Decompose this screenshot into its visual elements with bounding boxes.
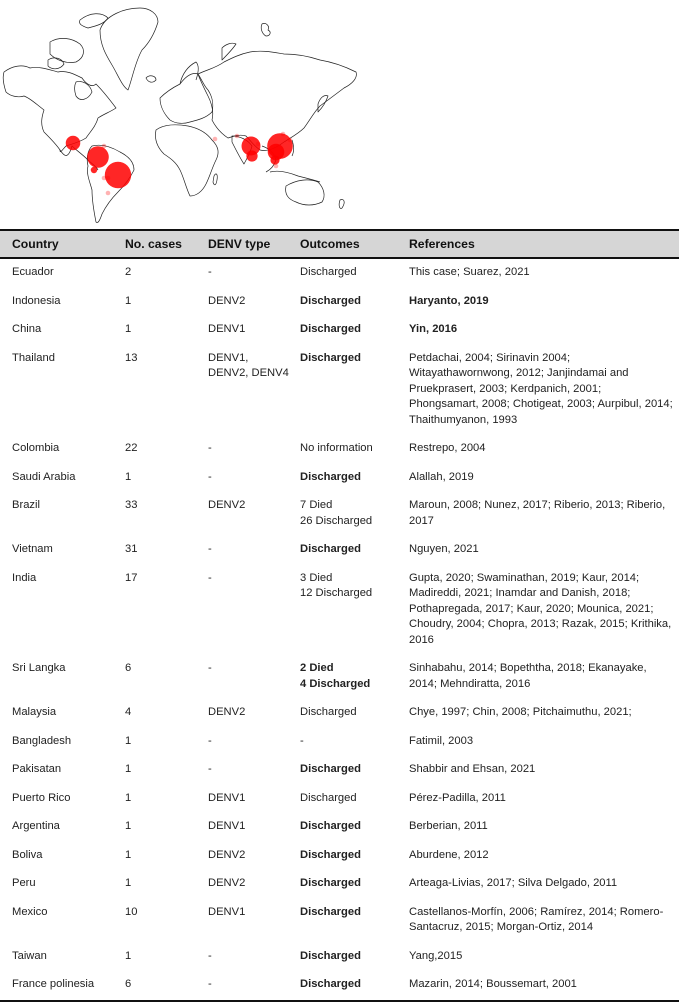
- table-body: [0, 258, 679, 1001]
- outcome-cell: Discharged: [300, 543, 361, 555]
- denv-type-cell: -: [208, 662, 212, 674]
- cases-cell: 6: [125, 971, 208, 1001]
- references-cell: Pérez-Padilla, 2011: [409, 791, 506, 804]
- outcome-cell: Discharged: [300, 351, 361, 364]
- case-marker-peru: [102, 176, 107, 181]
- country-cell: Mexico: [12, 905, 48, 918]
- denv-type-cell: -: [208, 543, 212, 555]
- table-row: [0, 971, 679, 1001]
- cases-cell: 1: [125, 323, 132, 335]
- country-cell: Taiwan: [12, 949, 47, 962]
- table-row: [0, 655, 679, 699]
- case-marker-ecuador: [91, 167, 98, 174]
- country-cell: Ecuador: [12, 266, 54, 278]
- outcome-cell: Discharged: [300, 877, 361, 889]
- case-marker-bangladesh: [256, 142, 261, 147]
- denv-type-cell: DENV1: [208, 905, 246, 918]
- madagascar-outline: [213, 174, 217, 185]
- table-row: [0, 756, 679, 785]
- cases-cell: 1: [125, 763, 132, 775]
- denv-type-cell: DENV1: [208, 820, 246, 832]
- cases-cell: 1: [125, 820, 132, 832]
- denv-type-cell: DENV1, DENV2, DENV4: [208, 351, 289, 379]
- table-row: [0, 728, 679, 757]
- outcome-cell: Discharged: [300, 949, 361, 962]
- outcome-cell: 2 Died 4 Discharged: [300, 662, 371, 690]
- country-cell: Argentina: [12, 820, 60, 832]
- country-cell: Thailand: [12, 351, 55, 364]
- references-cell: Maroun, 2008; Nunez, 2017; Riberio, 2013; Riberio, 2017: [409, 499, 666, 527]
- cases-cell: 17: [125, 571, 138, 584]
- country-cell: Saudi Arabia: [12, 470, 76, 483]
- outcome-cell: Discharged: [300, 791, 357, 804]
- greenland-outline: [100, 8, 158, 90]
- cases-cell: 33: [125, 499, 138, 511]
- case-marker-indonesia: [274, 164, 279, 169]
- case-marker-saudi-arabia: [213, 137, 218, 142]
- references-cell: Mazarin, 2014; Boussemart, 2001: [409, 971, 679, 1001]
- europe-outline: [160, 73, 213, 123]
- denv-type-cell: -: [208, 266, 212, 278]
- table-row: [0, 288, 679, 317]
- case-marker-pakisatan: [235, 134, 240, 139]
- country-cell: Boliva: [12, 848, 43, 861]
- cases-cell: 4: [125, 706, 132, 718]
- references-cell: This case; Suarez, 2021: [409, 266, 530, 278]
- cases-cell: 13: [125, 351, 138, 364]
- outcome-cell: Discharged: [300, 820, 361, 832]
- case-marker-mexico: [66, 136, 81, 151]
- country-cell: Puerto Rico: [12, 791, 71, 804]
- references-cell: Gupta, 2020; Swaminathan, 2019; Kaur, 2014; Madireddi, 2021; Inamdar and Danish, 2018; Pothapregada, 2017; Kaur, 2020; Mounica, 2021; Choudry, 2004; Chopra, 2013; Razak, 2015; Krithika, 2016: [409, 571, 672, 646]
- table-row: [0, 536, 679, 565]
- australia-outline: [286, 180, 324, 205]
- outcome-cell: Discharged: [300, 905, 361, 918]
- africa-outline: [155, 125, 218, 196]
- references-cell: Chye, 1997; Chin, 2008; Pitchaimuthu, 2021;: [409, 706, 632, 718]
- table-row: [0, 842, 679, 871]
- outcome-cell: No information: [300, 442, 373, 454]
- country-cell: Sri Langka: [12, 662, 66, 674]
- arctic-islands-outline: [48, 58, 64, 69]
- table-row: [0, 899, 679, 943]
- table-row: [0, 943, 679, 972]
- header-outcomes: Outcomes: [300, 230, 409, 258]
- case-marker-sri-langka: [246, 150, 257, 161]
- cases-cell: 1: [125, 734, 132, 747]
- table-row: [0, 565, 679, 656]
- denv-type-cell: DENV2: [208, 848, 246, 861]
- table-row: [0, 258, 679, 288]
- arctic-islands-outline: [50, 38, 83, 62]
- references-cell: Yang,2015: [409, 949, 463, 962]
- outcome-cell: Discharged: [300, 266, 357, 278]
- cases-cell: 22: [125, 442, 138, 454]
- references-cell: Nguyen, 2021: [409, 543, 479, 555]
- country-cell: India: [12, 571, 37, 584]
- case-marker-china: [281, 132, 286, 137]
- references-cell: Haryanto, 2019: [409, 294, 489, 307]
- case-marker-puerto-rico: [102, 144, 107, 149]
- cases-table: [0, 229, 679, 1002]
- case-marker-colombia: [87, 146, 109, 168]
- references-cell: Alallah, 2019: [409, 470, 474, 483]
- arctic-islands-outline: [79, 14, 108, 28]
- russia-islands-outline: [261, 23, 270, 36]
- country-cell: China: [12, 323, 42, 335]
- references-cell: Arteaga-Livias, 2017; Silva Delgado, 2011: [409, 877, 618, 889]
- references-cell: Aburdene, 2012: [409, 848, 489, 861]
- references-cell: Shabbir and Ehsan, 2021: [409, 763, 536, 775]
- case-marker-vietnam: [267, 133, 293, 159]
- references-cell: Yin, 2016: [409, 323, 458, 335]
- denv-type-cell: DENV2: [208, 706, 246, 718]
- country-cell: France polinesia: [0, 971, 125, 1001]
- country-cell: Brazil: [12, 499, 40, 511]
- outcome-cell: 7 Died 26 Discharged: [300, 499, 373, 527]
- denv-type-cell: DENV2: [208, 294, 246, 307]
- header-cases: No. cases: [125, 230, 208, 258]
- references-cell: Berberian, 2011: [409, 820, 488, 832]
- hudson-bay-outline: [75, 81, 93, 99]
- cases-cell: 1: [125, 848, 132, 861]
- denv-type-cell: -: [208, 949, 212, 962]
- country-cell: Bangladesh: [12, 734, 72, 747]
- denv-type-cell: -: [208, 971, 300, 1001]
- cases-cell: 1: [125, 949, 132, 962]
- cases-cell: 6: [125, 662, 132, 674]
- references-cell: Fatimil, 2003: [409, 734, 474, 747]
- references-cell: Sinhabahu, 2014; Bopeththa, 2018; Ekanayake, 2014; Mehndiratta, 2016: [409, 662, 647, 690]
- country-cell: Malaysia: [12, 706, 57, 718]
- country-cell: Pakisatan: [12, 763, 62, 775]
- table-row: [0, 699, 679, 728]
- outcome-cell: Discharged: [300, 470, 361, 483]
- header-references: References: [409, 230, 679, 258]
- cases-cell: 1: [125, 294, 132, 307]
- outcome-cell: Discharged: [300, 763, 361, 775]
- case-marker-malaysia: [270, 155, 279, 164]
- case-marker-boliva: [106, 176, 111, 181]
- denv-type-cell: DENV1: [208, 323, 246, 335]
- case-markers: [66, 132, 293, 196]
- iceland-outline: [146, 76, 156, 82]
- table-row: [0, 785, 679, 814]
- references-cell: Restrepo, 2004: [409, 442, 486, 454]
- north-america-outline: [3, 66, 116, 152]
- country-cell: Peru: [12, 877, 36, 889]
- references-cell: Castellanos-Morfín, 2006; Ramírez, 2014; Romero-Santacruz, 2015; Morgan-Ortiz, 2014: [409, 905, 664, 933]
- denv-type-cell: DENV2: [208, 877, 246, 889]
- cases-cell: 2: [125, 266, 132, 278]
- cases-cell: 31: [125, 543, 138, 555]
- outcome-cell: Discharged: [300, 971, 409, 1001]
- case-marker-brazil: [105, 162, 131, 188]
- outcome-cell: Discharged: [300, 706, 357, 718]
- cases-cell: 1: [125, 470, 132, 483]
- world-map: [0, 0, 365, 225]
- outcome-cell: 3 Died 12 Discharged: [300, 571, 373, 599]
- table-row: [0, 316, 679, 345]
- outcome-cell: Discharged: [300, 848, 361, 861]
- world-map-svg: [0, 0, 365, 225]
- case-marker-argentina: [106, 191, 111, 196]
- map-outlines: [3, 8, 356, 223]
- table-row: [0, 492, 679, 536]
- header-country: Country: [0, 230, 125, 258]
- denv-type-cell: -: [208, 470, 212, 483]
- outcome-cell: -: [300, 734, 304, 747]
- cases-cell: 1: [125, 791, 132, 804]
- table-row: [0, 870, 679, 899]
- country-cell: Vietnam: [12, 543, 53, 555]
- country-cell: Colombia: [12, 442, 60, 454]
- denv-type-cell: -: [208, 763, 212, 775]
- table-row: [0, 813, 679, 842]
- country-cell: Indonesia: [12, 294, 61, 307]
- new-zealand-outline: [339, 199, 344, 208]
- case-marker-taiwan: [288, 138, 293, 143]
- table-row: [0, 464, 679, 493]
- references-cell: Petdachai, 2004; Sirinavin 2004; Witayathawornwong, 2012; Janjindamai and Pruekprasert, 2003; Kerdpanich, 2001; Phongsamart, 2008; Chotigeat, 2003; Aurpibul, 2014; Thaithumyanon, 1993: [409, 351, 673, 426]
- table-row: [0, 435, 679, 464]
- denv-type-cell: -: [208, 734, 212, 747]
- denv-type-cell: DENV2: [208, 499, 246, 511]
- cases-cell: 10: [125, 905, 138, 918]
- outcome-cell: Discharged: [300, 294, 361, 307]
- denv-type-cell: DENV1: [208, 791, 246, 804]
- outcome-cell: Discharged: [300, 323, 361, 335]
- denv-type-cell: -: [208, 571, 212, 584]
- header-denv-type: DENV type: [208, 230, 300, 258]
- denv-type-cell: -: [208, 442, 212, 454]
- cases-cell: 1: [125, 877, 132, 889]
- table-row: [0, 345, 679, 436]
- table-header-row: [0, 230, 679, 258]
